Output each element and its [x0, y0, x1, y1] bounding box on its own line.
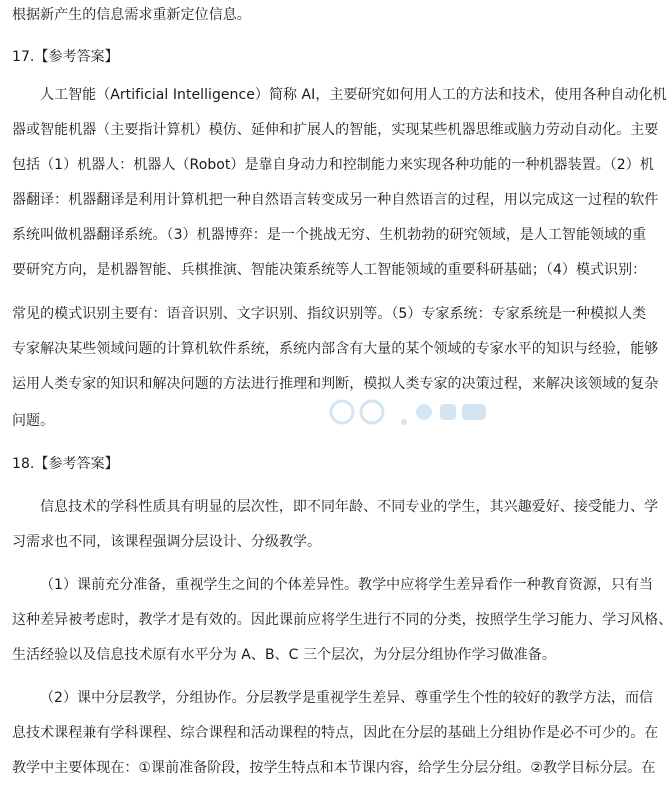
text-line-1: 根据新产生的信息需求重新定位信息。	[12, 7, 251, 23]
text-line-11: 运用人类专家的知识和解决问题的方法进行推理和判断，模拟人类专家的决策过程，来解决该领域的复杂	[12, 376, 659, 392]
text-line-14: 信息技术的学科性质具有明显的层次性，即不同年龄、不同专业的学生，其兴趣爱好、接受能力、学	[40, 499, 659, 515]
answer-heading-18: 18.【参考答案】	[12, 456, 119, 472]
text-line-3: 人工智能（Artificial Intelligence）简称 AI，主要研究如何用人工的方法和技术，使用各种自动化机	[40, 87, 667, 103]
text-line-6: 器翻译：机器翻译是利用计算机把一种自然语言转变成另一种自然语言的过程，用以完成这一过程的软件	[12, 192, 659, 208]
text-line-20: 息技术课程兼有学科课程、综合课程和活动课程的特点，因此在分层的基础上分组协作是必不可少的。在	[12, 725, 659, 741]
text-line-15: 习需求也不同，该课程强调分层设计、分级教学。	[12, 534, 322, 550]
text-line-21: 教学中主要体现在：①课前准备阶段，按学生特点和本节课内容，给学生分层分组。②教学目标分层。在	[12, 760, 656, 776]
text-line-18: 生活经验以及信息技术原有水平分为 A、B、C 三个层次，为分层分组协作学习做准备。	[12, 647, 556, 663]
text-line-8: 要研究方向，是机器智能、兵棋推演、智能决策系统等人工智能领域的重要科研基础；（4）模式识别：	[12, 262, 647, 278]
text-line-7: 系统叫做机器翻译系统。（3）机器博弈：是一个挑战无穷、生机勃勃的研究领域，是人工智能领域的重	[12, 227, 647, 243]
text-line-9: 常见的模式识别主要有：语音识别、文字识别、指纹识别等。（5）专家系统：专家系统是一种模拟人类	[12, 306, 647, 322]
answer-heading-17: 17.【参考答案】	[12, 49, 119, 65]
text-line-19: （2）课中分层教学，分组协作。分层教学是重视学生差异、尊重学生个性的较好的教学方法，而信	[40, 690, 654, 706]
text-line-16: （1）课前充分准备，重视学生之间的个体差异性。教学中应将学生差异看作一种教育资源，只有当	[40, 577, 654, 593]
text-line-12: 问题。	[12, 413, 55, 429]
text-line-10: 专家解决某些领域问题的计算机软件系统，系统内部含有大量的某个领域的专家水平的知识与经验，能够	[12, 341, 659, 357]
text-line-5: 包括（1）机器人：机器人（Robot）是靠自身动力和控制能力来实现各种功能的一种机器装置。（2）机	[12, 157, 654, 173]
text-line-4: 器或智能机器（主要指计算机）模仿、延伸和扩展人的智能，实现某些机器思维或脑力劳动自动化。主要	[12, 122, 659, 138]
text-line-17: 这种差异被考虑时，教学才是有效的。因此课前应将学生进行不同的分类，按照学生学习能力、学习风格、	[12, 612, 672, 628]
